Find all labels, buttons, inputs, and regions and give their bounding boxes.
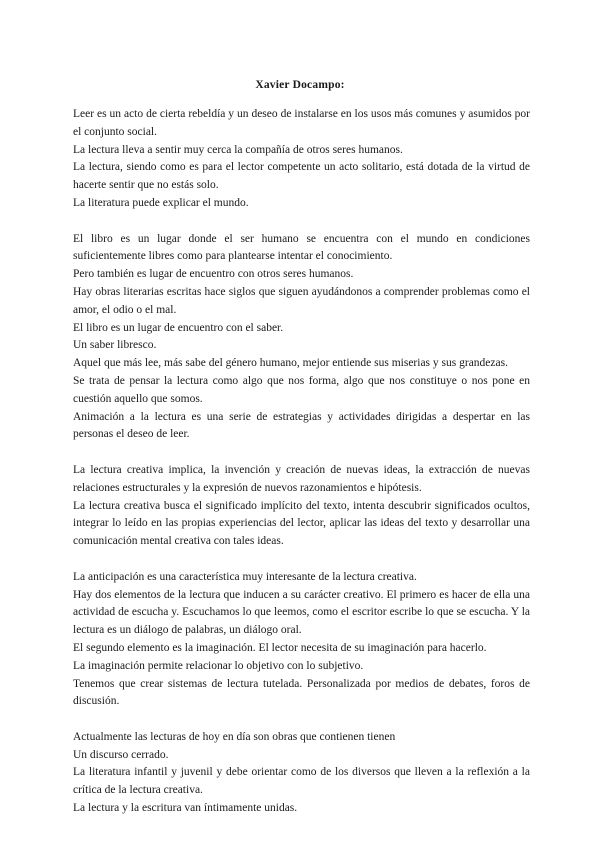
- paragraph: Leer es un acto de cierta rebeldía y un deseo de instalarse en los usos más comunes y asumidos por el conjunto social.: [73, 108, 530, 138]
- paragraph: La lectura lleva a sentir muy cerca la compañía de otros seres humanos.: [73, 143, 403, 156]
- paragraph: Hay dos elementos de la lectura que inducen a su carácter creativo. El primero es hacer de ella una actividad de escucha y. Escuchamos lo que leemos, como el escritor escribe lo que se escucha. Y la lectura es un diálogo de palabras, un diálogo oral.: [73, 588, 530, 637]
- paragraph: Un saber libresco.: [73, 339, 157, 352]
- paragraph: La imaginación permite relacionar lo objetivo con lo subjetivo.: [73, 659, 364, 672]
- document-body: [73, 106, 530, 836]
- paragraph: Un discurso cerrado.: [73, 748, 169, 761]
- paragraph: Pero también es lugar de encuentro con otros seres humanos.: [73, 268, 354, 281]
- section-book: [73, 231, 530, 445]
- paragraph: La lectura y la escritura van íntimamente unidas.: [73, 802, 298, 815]
- paragraph: Se trata de pensar la lectura como algo que nos forma, algo que nos constituye o nos pone en cuestión aquello que somos.: [73, 374, 530, 405]
- paragraph: El segundo elemento es la imaginación. El lector necesita de su imaginación para hacerlo.: [73, 641, 487, 654]
- document-title: Xavier Docampo:: [255, 79, 345, 91]
- section-creative-reading: [73, 462, 530, 551]
- paragraph: Actualmente las lecturas de hoy en día son obras que contienen tienen: [73, 730, 396, 743]
- paragraph: La lectura, siendo como es para el lector competente un acto solitario, está dotada de la virtud de hacerte sentir que no estás solo.: [73, 161, 530, 192]
- paragraph: Animación a la lectura es una serie de estrategias y actividades dirigidas a despertar en las personas el deseo de leer.: [73, 410, 530, 441]
- paragraph: Aquel que más lee, más sabe del género humano, mejor entiende sus miserias y sus grandezas.: [73, 357, 508, 370]
- section-current-readings: [73, 729, 530, 818]
- section-anticipation: [73, 569, 530, 711]
- paragraph: La literatura infantil y juvenil y debe orientar como de los diversos que lleven a la reflexión a la crítica de la lectura creativa.: [73, 766, 530, 797]
- section-reading: [73, 106, 530, 213]
- paragraph: La anticipación es una característica muy interesante de la lectura creativa.: [73, 570, 417, 583]
- paragraph: La lectura creativa busca el significado implícito del texto, intenta descubrir significados ocultos, integrar lo leído en las propias experiencias del lector, aplicar las ideas del texto y desarrollar una comunicación mental creativa con tales ideas.: [73, 499, 530, 548]
- paragraph: La literatura puede explicar el mundo.: [73, 196, 249, 209]
- paragraph: El libro es un lugar donde el ser humano se encuentra con el mundo en condiciones suficientemente libres como para plantearse intentar el conocimiento.: [73, 232, 530, 263]
- paragraph: El libro es un lugar de encuentro con el saber.: [73, 321, 284, 334]
- paragraph: La lectura creativa implica, la invención y creación de nuevas ideas, la extracción de nuevas relaciones estructurales y la expresión de nuevos razonamientos e hipótesis.: [73, 463, 530, 494]
- paragraph: Tenemos que crear sistemas de lectura tutelada. Personalizada por medios de debates, foros de discusión.: [73, 677, 530, 708]
- paragraph: Hay obras literarias escritas hace siglos que siguen ayudándonos a comprender problemas como el amor, el odio o el mal.: [73, 285, 530, 316]
